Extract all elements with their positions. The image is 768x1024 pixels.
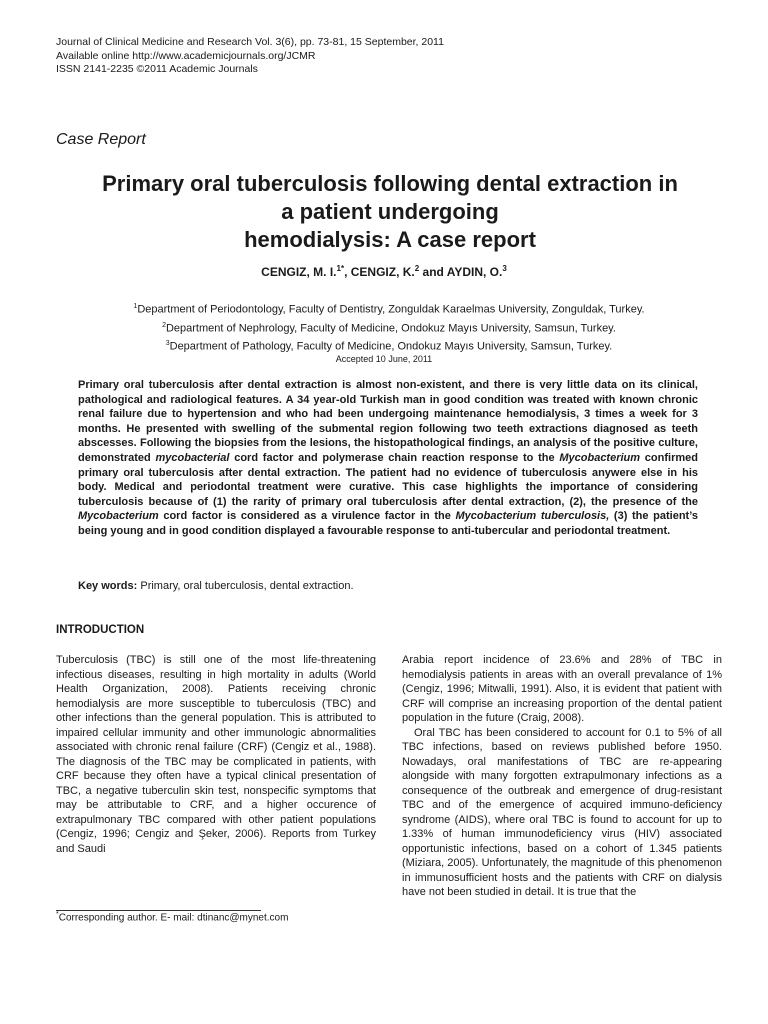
affiliation-marker: 2 bbox=[162, 321, 166, 329]
keywords-text: Primary, oral tuberculosis, dental extraction. bbox=[137, 580, 354, 592]
keywords bbox=[78, 580, 354, 592]
corresponding-author-footnote bbox=[56, 911, 288, 923]
abstract bbox=[78, 378, 698, 539]
affiliation-marker: 3 bbox=[165, 340, 170, 348]
section-heading-introduction: INTRODUCTION bbox=[56, 624, 145, 636]
author-1: CENGIZ, M. I. bbox=[261, 265, 337, 279]
body-column-right bbox=[402, 653, 722, 900]
abstract-italic-term: Mycobacterium bbox=[78, 510, 159, 523]
abstract-text: cord factor and polymerase chain reaction response to the bbox=[229, 451, 560, 464]
abstract-italic-term: mycobacterial bbox=[155, 451, 230, 464]
author-3: AYDIN, O. bbox=[446, 265, 503, 279]
affiliation-2 bbox=[0, 318, 768, 337]
journal-citation: Journal of Clinical Medicine and Research Vol. 3(6), pp. 73-81, 15 September, 2011 bbox=[56, 36, 444, 48]
affiliation-marker: 1 bbox=[133, 303, 138, 310]
abstract-italic-term: Mycobacterium bbox=[559, 451, 641, 464]
article-type: Case Report bbox=[56, 131, 146, 148]
affiliation-3 bbox=[0, 336, 768, 355]
title-line-1: Primary oral tuberculosis following dental extraction in bbox=[102, 171, 678, 196]
title-line-3: hemodialysis: A case report bbox=[244, 227, 536, 252]
paper-title bbox=[40, 170, 740, 254]
abstract-italic-term: Mycobacterium tuberculosis, bbox=[455, 510, 610, 523]
author-2: CENGIZ, K. bbox=[350, 265, 415, 279]
affiliation-text: Department of Periodontology, Faculty of Dentistry, Zonguldak Karaelmas University, Zonguldak, Turkey. bbox=[137, 303, 645, 316]
author-separator: and bbox=[419, 265, 447, 279]
abstract-text: (3) the patient’s being young and in good condition displayed a favourable response to anti-tubercular and periodontal treatment. bbox=[78, 510, 698, 537]
affiliations bbox=[0, 299, 768, 355]
author-1-affiliation: 1* bbox=[336, 264, 345, 273]
author-3-affiliation: 3 bbox=[502, 264, 507, 273]
journal-issn: ISSN 2141-2235 ©2011 Academic Journals bbox=[56, 63, 258, 75]
body-column-left bbox=[56, 653, 376, 856]
journal-online-url: Available online http://www.academicjournals.org/JCMR bbox=[56, 49, 316, 62]
title-line-2: a patient undergoing bbox=[281, 199, 499, 224]
abstract-text: cord factor is considered as a virulence factor in the bbox=[158, 510, 456, 523]
author-2-affiliation: 2 bbox=[414, 264, 420, 273]
affiliation-text: Department of Pathology, Faculty of Medicine, Ondokuz Mayıs University, Samsun, Turkey. bbox=[169, 340, 613, 353]
author-list bbox=[0, 264, 768, 279]
body-paragraph: Tuberculosis (TBC) is still one of the most life-threatening infectious diseases, resulting in high mortality in adults (World Health Organization, 2008). Patients receiving chronic hemodialysis are more susceptible to tuberculosis (TBC) and other infections than the general population. This is attributed to impaired cellular immunity and other immunologic abnormalities associated with chronic renal failure (CRF) (Cengiz et al., 1988). The diagnosis of the TBC may be complicated in patients, with CRF because they often have a typical clinical presentation of TBC, a negative tuberculin skin test, nonspecific symptoms that may be attributable to CRF, and a higher occurence of extrapulmonary TBC compared with other patient populations (Cengiz, 1996; Cengiz and Şeker, 2006). Reports from Turkey and Saudi bbox=[56, 654, 376, 855]
journal-header bbox=[56, 36, 444, 77]
affiliation-text: Department of Nephrology, Faculty of Medicine, Ondokuz Mayıs University, Samsun, Turkey. bbox=[165, 322, 616, 335]
abstract-text: Primary oral tuberculosis after dental extraction is almost non-existent, and there is very little data on its clinical, pathological and radiological features. A 34 year-old Turkish man in good condition was treated with known chronic renal failure due to hypertension and who had been undergoing maintenance hemodialysis, 3 times a week for 3 months. He presented with swelling of the submental region following two teeth extractions diagnosed as teeth abscesses. Following the biopsies from the lesions, the histopathological findings, an analysis of the positive culture, demonstrated bbox=[78, 379, 698, 464]
footnote-marker: * bbox=[56, 911, 59, 918]
abstract-text: confirmed primary oral tuberculosis after dental extraction. The patient had no evidence of tuberculosis anywere else in his body. Medical and periodontal treatment were curative. This case highlights the importance of considering tuberculosis because of (1) the rarity of primary oral tuberculosis after dental extraction, (2), the presence of the bbox=[78, 451, 698, 508]
body-paragraph: Arabia report incidence of 23.6% and 28% of TBC in hemodialysis patients in areas with an overall prevalance of 1% (Cengiz, 1996; Mitwalli, 1991). Also, it is evident that patient with CRF will comprise an increasing proportion of the dental patient population in the future (Craig, 2008). bbox=[402, 654, 722, 724]
accepted-date: Accepted 10 June, 2011 bbox=[335, 354, 433, 364]
affiliation-1 bbox=[0, 299, 768, 318]
body-paragraph: Oral TBC has been considered to account for 0.1 to 5% of all TBC infections, based on reviews published before 1950. Nowadays, oral manifestations of TBC are re-appearing alongside with many forgotten extrapulmonary infections as a consequence of the outbreak and emergence of drug-resistant TBC and of the emergence of acquired immuno-deficiency syndrome (AIDS), where oral TBC is found to account for up to 1.33% of human immunodeficiency virus (HIV) associated opportunistic infections, based on a cohort of 1.345 patients (Miziara, 2005). Unfortunately, the magnitude of this phenomenon in immunosufficient hosts and the patients with CRF on dialysis have not been studied in detail. It is true that the bbox=[402, 726, 722, 898]
keywords-label: Key words: bbox=[78, 580, 138, 592]
author-separator: , bbox=[344, 265, 351, 279]
footnote-text: Corresponding author. E- mail: dtinanc@mynet.com bbox=[58, 912, 289, 924]
